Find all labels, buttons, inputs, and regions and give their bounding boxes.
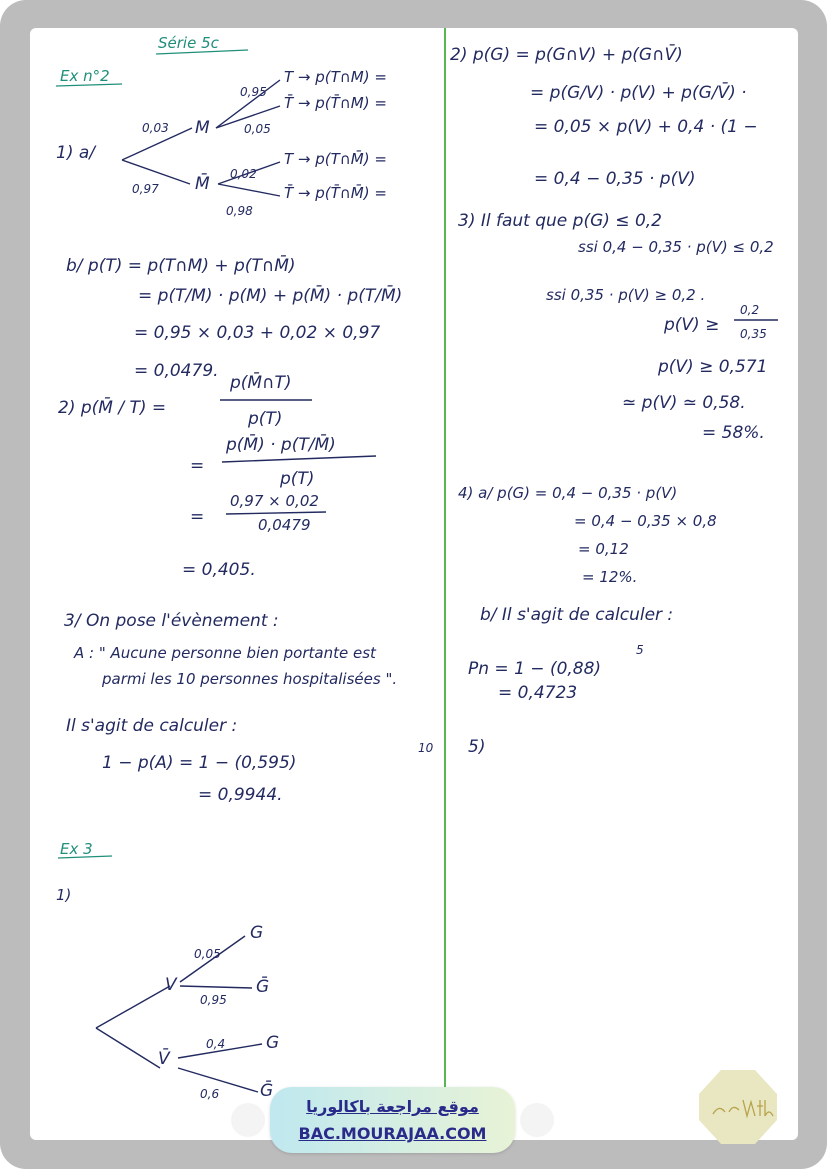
handwritten-solution bbox=[30, 28, 798, 1140]
tree2-prob-g-vbar: 0,4 bbox=[206, 1037, 226, 1051]
right-line-4: = 0,4 − 0,35 · p(V) bbox=[534, 169, 696, 189]
q2-result: = 0,405. bbox=[182, 560, 256, 580]
right-line-12: 4) a/ p(G) = 0,4 − 0,35 · p(V) bbox=[458, 484, 678, 502]
q3-line-3: parmi les 10 personnes hospitalisées ". bbox=[102, 670, 398, 688]
line-b4: = 0,0479. bbox=[134, 361, 219, 381]
right-line-17-exp: 5 bbox=[636, 643, 644, 657]
right-line-17: Pn = 1 − (0,88) bbox=[468, 659, 602, 679]
site-watermark[interactable] bbox=[270, 1087, 515, 1153]
tree2-prob-gbar-v: 0,95 bbox=[200, 993, 227, 1007]
right-line-6: ssi 0,4 − 0,35 · p(V) ≤ 0,2 bbox=[578, 238, 774, 256]
q2-den1: p(T) bbox=[248, 409, 283, 429]
right-line-5: 3) Il faut que p(G) ≤ 0,2 bbox=[458, 211, 662, 231]
q3-result: = 0,9944. bbox=[198, 785, 283, 805]
tree2-branch-vbar bbox=[96, 1028, 160, 1068]
watermark-arabic: موقع مراجعة باكالوريا bbox=[306, 1097, 479, 1116]
tree1-leaf-2: T̄ → p(T̄∩M) = bbox=[284, 94, 387, 112]
q2-fraction-bar-3 bbox=[226, 512, 326, 514]
right-line-3: = 0,05 × p(V) + 0,4 · (1 − bbox=[534, 117, 758, 137]
tree1-branch-mbar bbox=[122, 160, 190, 184]
tree2-branch-gbar-v bbox=[180, 986, 252, 988]
tree1-leaf-4: T̄ → p(T̄∩M̄) = bbox=[284, 184, 387, 202]
bac-math-logo bbox=[697, 1066, 779, 1146]
q3-line-4: Il s'agit de calculer : bbox=[66, 716, 238, 736]
right-line-14: = 0,12 bbox=[578, 540, 629, 558]
right-line-19: 5) bbox=[468, 737, 486, 757]
q2-fraction-bar-2 bbox=[222, 456, 376, 462]
right-line-7: ssi 0,35 · p(V) ≥ 0,2 . bbox=[546, 286, 706, 304]
q3-line-1: 3/ On pose l'évènement : bbox=[64, 611, 279, 631]
q2-den2: p(T) bbox=[280, 469, 315, 489]
tree1-prob-tbar-mbar: 0,98 bbox=[226, 204, 253, 218]
q3-line-5: 1 − p(A) = 1 − (0,595) bbox=[102, 753, 297, 773]
tree2-branch-v bbox=[96, 986, 170, 1028]
tree2-prob-gbar-vbar: 0,6 bbox=[200, 1087, 220, 1101]
tree1-prob-tbar-m: 0,05 bbox=[244, 122, 271, 136]
exercise-3-title: Ex 3 bbox=[60, 840, 93, 858]
tree2-leaf-g-1: G bbox=[250, 923, 264, 943]
tree2-question: 1) bbox=[56, 886, 72, 904]
q2-num2: p(M̄) · p(T/M̄) bbox=[226, 435, 336, 455]
tree1-node-m: M bbox=[195, 118, 210, 138]
tree2-leaf-gbar-2: Ḡ bbox=[260, 1081, 274, 1101]
worksheet bbox=[30, 28, 798, 1140]
right-line-16: b/ Il s'agit de calculer : bbox=[480, 605, 674, 625]
right-line-1: 2) p(G) = p(G∩V) + p(G∩V̄) bbox=[450, 45, 683, 65]
line-b2: = p(T/M) · p(M) + p(M̄) · p(T/M̄) bbox=[138, 286, 403, 306]
exercise-2-title: Ex n°2 bbox=[60, 67, 110, 85]
tree1-prob-m: 0,03 bbox=[142, 121, 169, 135]
series-title: Série 5c bbox=[158, 34, 219, 52]
q2-num1: p(M̄∩T) bbox=[230, 373, 292, 393]
tree2-leaf-gbar-1: Ḡ bbox=[256, 977, 270, 997]
right-line-2: = p(G/V) · p(V) + p(G/V̄) · bbox=[530, 83, 747, 103]
line-b3: = 0,95 × 0,03 + 0,02 × 0,97 bbox=[134, 323, 381, 343]
tree1-branch-tbar-mbar bbox=[218, 184, 280, 196]
right-line-8-den: 0,35 bbox=[740, 327, 767, 341]
q2-eq2: = bbox=[190, 507, 205, 527]
right-line-10: ≃ p(V) ≃ 0,58. bbox=[622, 393, 746, 413]
watermark-site: BAC.MOURAJAA.COM bbox=[298, 1124, 487, 1143]
tree1-node-mbar: M̄ bbox=[195, 174, 210, 194]
q3-line-2: A : " Aucune personne bien portante est bbox=[74, 644, 376, 662]
right-line-13: = 0,4 − 0,35 × 0,8 bbox=[574, 512, 717, 530]
tree2-prob-g-v: 0,05 bbox=[194, 947, 221, 961]
tree1-leaf-1: T → p(T∩M) = bbox=[284, 68, 387, 86]
q2-den3: 0,0479 bbox=[258, 516, 311, 534]
q2-lhs: 2) p(M̄ / T) = bbox=[58, 398, 167, 418]
right-line-8-lhs: p(V) ≥ bbox=[664, 315, 720, 335]
tree2-node-v: V bbox=[165, 975, 177, 995]
right-line-9: p(V) ≥ 0,571 bbox=[658, 357, 768, 377]
q2-eq1: = bbox=[190, 456, 205, 476]
tree2-leaf-g-2: G bbox=[266, 1033, 280, 1053]
tree1-prob-t-mbar: 0,02 bbox=[230, 167, 257, 181]
line-b1: b/ p(T) = p(T∩M) + p(T∩M̄) bbox=[66, 256, 296, 276]
tree1-prob-mbar: 0,97 bbox=[132, 182, 159, 196]
q3-exponent: 10 bbox=[418, 741, 434, 755]
tree1-question: 1) a/ bbox=[56, 143, 95, 163]
right-line-18: = 0,4723 bbox=[498, 683, 578, 703]
column-divider bbox=[444, 28, 446, 1140]
tree1-leaf-3: T → p(T∩M̄) = bbox=[284, 150, 387, 168]
right-line-8-num: 0,2 bbox=[740, 303, 760, 317]
mourajaa-logo-left bbox=[231, 1103, 265, 1137]
q2-num3: 0,97 × 0,02 bbox=[230, 492, 319, 510]
tree2-node-vbar: V̄ bbox=[158, 1049, 170, 1069]
right-line-11: = 58%. bbox=[702, 423, 765, 443]
tree1-prob-t-m: 0,95 bbox=[240, 85, 267, 99]
mourajaa-logo-right bbox=[520, 1103, 554, 1137]
right-line-15: = 12%. bbox=[582, 568, 638, 586]
